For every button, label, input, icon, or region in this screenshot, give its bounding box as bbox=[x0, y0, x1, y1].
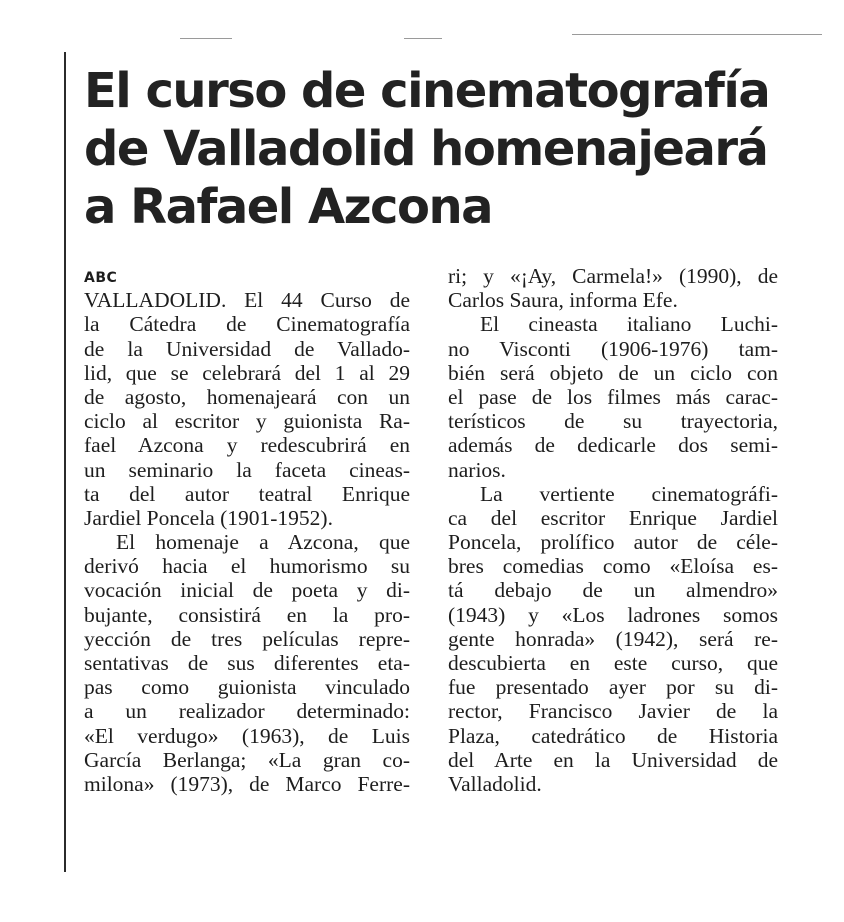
body-text-line: «El verdugo» (1963), de Luis bbox=[84, 723, 410, 748]
body-text-line: (1943) y «Los ladrones somos bbox=[448, 602, 778, 627]
body-text-line: de la Universidad de Vallado- bbox=[84, 336, 410, 361]
body-text-line: no Visconti (1906-1976) tam- bbox=[448, 336, 778, 361]
body-text-line: Plaza, catedrático de Historia bbox=[448, 723, 778, 748]
source-byline: ABC bbox=[84, 270, 118, 286]
top-rule-mid bbox=[404, 38, 442, 39]
body-text-line: ciclo al escritor y guionista Ra- bbox=[84, 409, 410, 434]
body-text-line: bién será objeto de un ciclo con bbox=[448, 360, 778, 385]
body-text-line: El cineasta italiano Luchi- bbox=[480, 312, 778, 337]
article-column-1 bbox=[84, 264, 410, 796]
margin-rule bbox=[64, 52, 66, 872]
body-text-line: VALLADOLID. El 44 Curso de bbox=[84, 288, 410, 313]
headline-line: El curso de cinematografía bbox=[84, 63, 770, 119]
body-text-line: Valladolid. bbox=[448, 771, 542, 796]
body-text-line: García Berlanga; «La gran co- bbox=[84, 747, 410, 772]
body-text-line: Poncela, prolífico autor de céle- bbox=[448, 530, 778, 555]
article-column-2 bbox=[448, 264, 778, 796]
body-text-line: lid, que se celebrará del 1 al 29 bbox=[84, 360, 410, 385]
body-text-line: yección de tres películas repre- bbox=[84, 626, 410, 651]
body-text-line: un seminario la faceta cineas- bbox=[84, 457, 410, 482]
body-text-line: terísticos de su trayectoria, bbox=[448, 409, 778, 434]
body-text-line: pas como guionista vinculado bbox=[84, 675, 410, 700]
body-text-line: de agosto, homenajeará con un bbox=[84, 384, 410, 409]
body-text-line: tá debajo de un almendro» bbox=[448, 578, 778, 603]
body-text-line: sentativas de sus diferentes eta- bbox=[84, 651, 410, 675]
body-text-line: descubierta en este curso, que bbox=[448, 651, 778, 675]
body-text-line: derivó hacia el humorismo su bbox=[84, 554, 410, 579]
body-text-line: ri; y «¡Ay, Carmela!» (1990), de bbox=[448, 264, 778, 288]
body-text-line: gente honrada» (1942), será re- bbox=[448, 626, 778, 651]
headline-line: de Valladolid homenajeará bbox=[84, 121, 768, 177]
body-text-line: además de dedicarle dos semi- bbox=[448, 433, 778, 458]
body-text-line: bujante, consistirá en la pro- bbox=[84, 602, 410, 627]
body-text-line: narios. bbox=[448, 457, 506, 482]
body-text-line: fael Azcona y redescubrirá en bbox=[84, 433, 410, 458]
body-text-line: el pase de los filmes más carac- bbox=[448, 384, 778, 409]
body-text-line: Jardiel Poncela (1901-1952). bbox=[84, 505, 333, 530]
body-text-line: bres comedias como «Eloísa es- bbox=[448, 554, 778, 579]
body-text-line: la Cátedra de Cinematografía bbox=[84, 312, 410, 337]
body-text-line: ca del escritor Enrique Jardiel bbox=[448, 505, 778, 530]
body-text-line: milona» (1973), de Marco Ferre- bbox=[84, 771, 410, 796]
top-rule-left bbox=[180, 38, 232, 39]
body-text-line: del Arte en la Universidad de bbox=[448, 747, 778, 772]
top-rule-right bbox=[572, 34, 822, 35]
body-text-line: ta del autor teatral Enrique bbox=[84, 481, 410, 506]
body-text-line: Carlos Saura, informa Efe. bbox=[448, 288, 678, 313]
body-text-line: a un realizador determinado: bbox=[84, 699, 410, 724]
body-text-line: El homenaje a Azcona, que bbox=[116, 530, 410, 555]
body-text-line: vocación inicial de poeta y di- bbox=[84, 578, 410, 603]
body-text-line: rector, Francisco Javier de la bbox=[448, 699, 778, 724]
article-headline bbox=[84, 62, 824, 236]
body-text-line: fue presentado ayer por su di- bbox=[448, 675, 778, 700]
headline-line: a Rafael Azcona bbox=[84, 179, 493, 235]
body-text-line: La vertiente cinematográfi- bbox=[480, 481, 778, 506]
